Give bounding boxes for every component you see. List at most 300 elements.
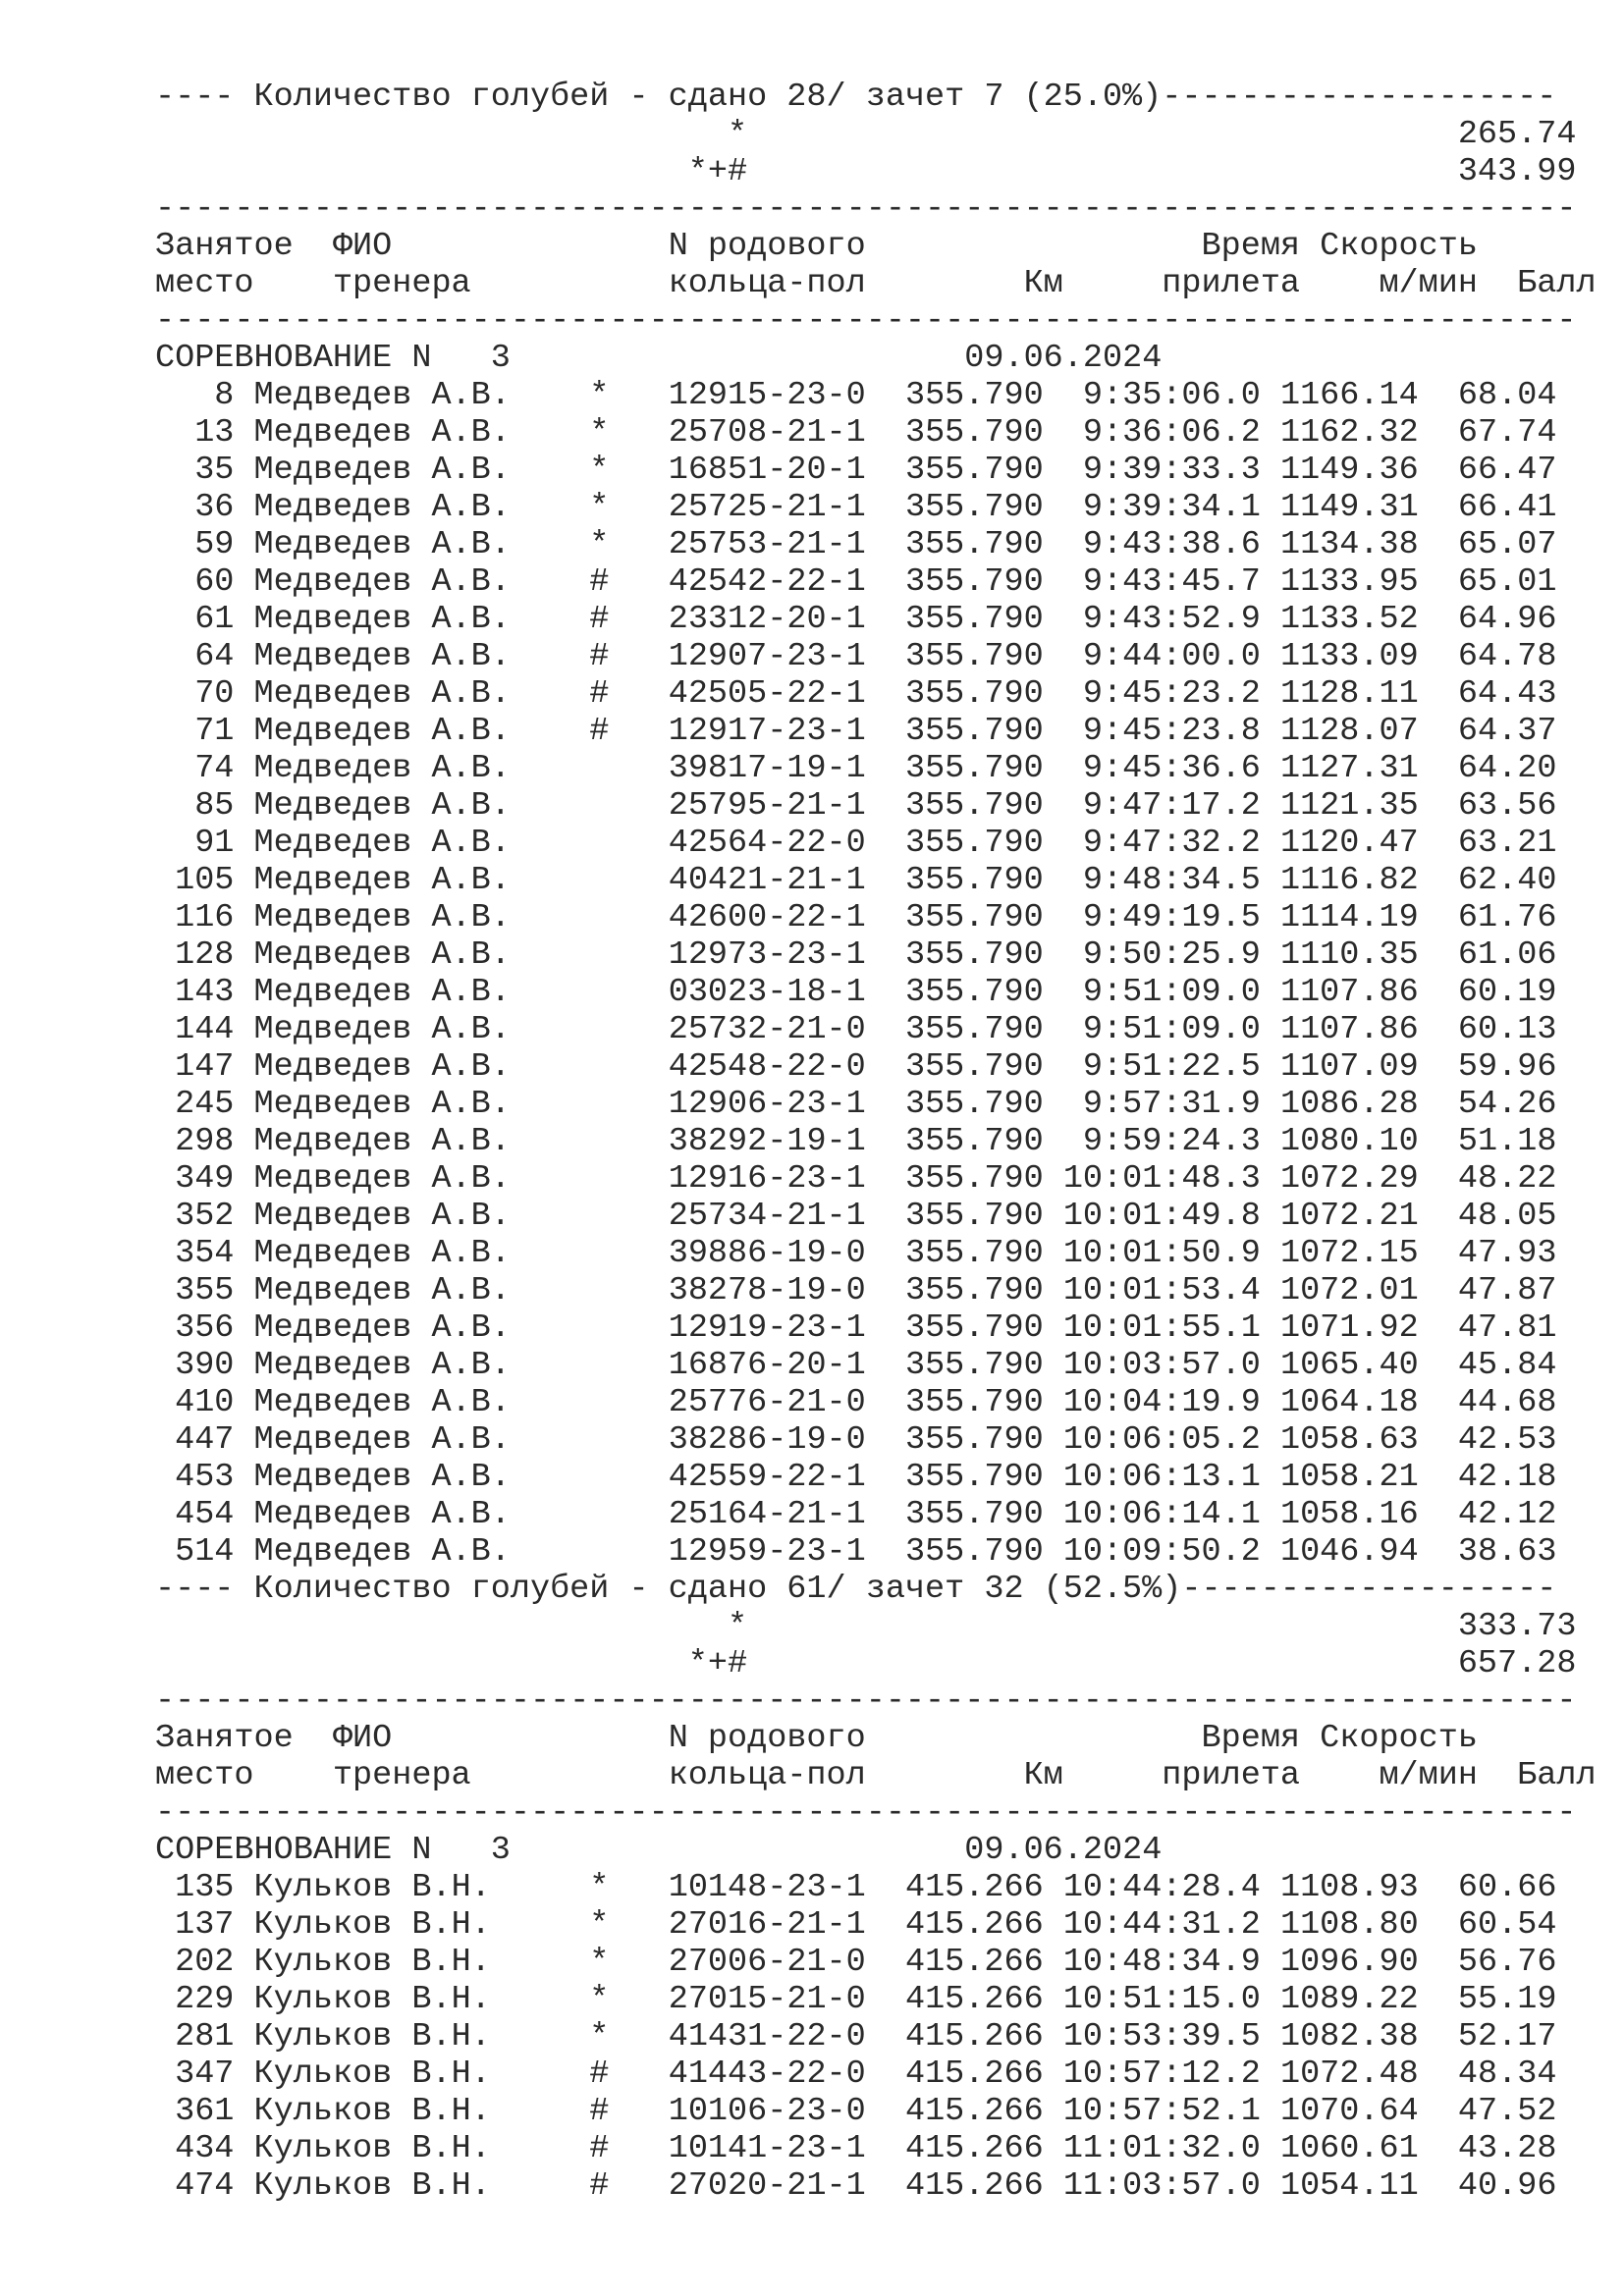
points: 48.22 — [1437, 1160, 1557, 1198]
place: 74 — [155, 750, 235, 787]
mark — [589, 787, 609, 825]
arrival-time: 10:04:19.9 — [1062, 1384, 1261, 1421]
speed: 1116.82 — [1279, 862, 1419, 899]
header-speed: м/мин — [1320, 1757, 1478, 1794]
speed: 1072.29 — [1279, 1160, 1419, 1198]
speed: 1096.90 — [1279, 1944, 1419, 1981]
place: 390 — [155, 1347, 235, 1384]
ring-number: 25725-21-1 — [668, 489, 866, 526]
distance-km: 355.790 — [885, 489, 1044, 526]
ring-number: 23312-20-1 — [668, 601, 866, 638]
ring-number: 25734-21-1 — [668, 1198, 866, 1235]
header-km: Км — [904, 1757, 1063, 1794]
mark: * — [589, 1906, 610, 1944]
table-row — [155, 414, 1597, 452]
ring-number: 42564-22-0 — [668, 825, 866, 862]
trainer-name: Медведев А.В. — [253, 825, 570, 862]
competition-label: СОРЕВНОВАНИЕ N — [155, 340, 432, 377]
speed: 1089.22 — [1279, 1981, 1419, 2018]
table-row — [155, 750, 1597, 787]
trainer-name: Кульков В.Н. — [253, 2130, 570, 2167]
arrival-time: 9:51:22.5 — [1062, 1048, 1261, 1086]
trainer-name: Медведев А.В. — [253, 1496, 570, 1533]
speed: 1107.09 — [1279, 1048, 1419, 1086]
table-row — [155, 974, 1597, 1011]
speed: 1133.09 — [1279, 638, 1419, 675]
ring-number: 40421-21-1 — [668, 862, 866, 899]
mark — [589, 1533, 609, 1571]
place: 410 — [155, 1384, 235, 1421]
arrival-time: 10:44:28.4 — [1062, 1869, 1261, 1906]
summary-value: 343.99 — [1457, 153, 1577, 190]
arrival-time: 10:57:52.1 — [1062, 2093, 1261, 2130]
place: 447 — [155, 1421, 235, 1459]
speed: 1046.94 — [1279, 1533, 1419, 1571]
place: 85 — [155, 787, 235, 825]
speed: 1054.11 — [1279, 2167, 1419, 2205]
points: 54.26 — [1437, 1086, 1557, 1123]
table-row — [155, 1309, 1597, 1347]
table-row — [155, 1459, 1597, 1496]
trainer-name: Медведев А.В. — [253, 1086, 570, 1123]
table-row — [155, 1048, 1597, 1086]
distance-km: 355.790 — [885, 1011, 1044, 1048]
mark — [589, 1421, 609, 1459]
speed: 1149.36 — [1279, 452, 1419, 489]
table-row — [155, 936, 1597, 974]
place: 281 — [155, 2018, 235, 2056]
place: 35 — [155, 452, 235, 489]
mark — [589, 1198, 609, 1235]
header-ring: кольца-пол — [668, 265, 886, 302]
table-row — [155, 1384, 1597, 1421]
arrival-time: 9:51:09.0 — [1062, 1011, 1261, 1048]
speed: 1058.63 — [1279, 1421, 1419, 1459]
summary-row — [155, 1645, 1597, 1682]
trainer-name: Медведев А.В. — [253, 862, 570, 899]
table-row — [155, 1086, 1597, 1123]
distance-km: 355.790 — [885, 862, 1044, 899]
arrival-time: 10:01:50.9 — [1062, 1235, 1261, 1272]
distance-km: 415.266 — [885, 2093, 1044, 2130]
speed: 1086.28 — [1279, 1086, 1419, 1123]
place: 71 — [155, 713, 235, 750]
mark: # — [589, 2056, 610, 2093]
place: 147 — [155, 1048, 235, 1086]
distance-km: 355.790 — [885, 1459, 1044, 1496]
points: 47.93 — [1437, 1235, 1557, 1272]
table-row — [155, 1160, 1597, 1198]
ring-number: 12906-23-1 — [668, 1086, 866, 1123]
table-row — [155, 1869, 1597, 1906]
place: 352 — [155, 1198, 235, 1235]
speed: 1114.19 — [1279, 899, 1419, 936]
arrival-time: 10:09:50.2 — [1062, 1533, 1261, 1571]
points: 60.54 — [1437, 1906, 1557, 1944]
place: 229 — [155, 1981, 235, 2018]
points: 64.20 — [1437, 750, 1557, 787]
summary-value: 657.28 — [1457, 1645, 1577, 1682]
place: 354 — [155, 1235, 235, 1272]
separator-line: ------------------------------------------------------------------------ — [155, 1682, 1577, 1720]
place: 454 — [155, 1496, 235, 1533]
ring-number: 12919-23-1 — [668, 1309, 866, 1347]
points: 60.19 — [1437, 974, 1557, 1011]
mark: * — [589, 2018, 610, 2056]
distance-km: 415.266 — [885, 1869, 1044, 1906]
points: 38.63 — [1437, 1533, 1557, 1571]
header-km: Км — [904, 265, 1063, 302]
mark — [589, 899, 609, 936]
mark — [589, 1459, 609, 1496]
points: 42.18 — [1437, 1459, 1557, 1496]
table-row — [155, 1347, 1597, 1384]
speed: 1149.31 — [1279, 489, 1419, 526]
header-name: ФИО — [332, 1720, 649, 1757]
summary-value: 333.73 — [1457, 1608, 1577, 1645]
arrival-time: 10:01:53.4 — [1062, 1272, 1261, 1309]
table-row — [155, 862, 1597, 899]
distance-km: 415.266 — [885, 1981, 1044, 2018]
trainer-name: Медведев А.В. — [253, 1384, 570, 1421]
pigeon-count-line — [155, 79, 1597, 116]
speed: 1134.38 — [1279, 526, 1419, 563]
ring-number: 25732-21-0 — [668, 1011, 866, 1048]
points: 64.37 — [1437, 713, 1557, 750]
speed: 1072.01 — [1279, 1272, 1419, 1309]
table-row — [155, 2093, 1597, 2130]
trainer-name: Медведев А.В. — [253, 414, 570, 452]
ring-number: 12959-23-1 — [668, 1533, 866, 1571]
mark: # — [589, 2130, 610, 2167]
points: 59.96 — [1437, 1048, 1557, 1086]
place: 13 — [155, 414, 235, 452]
distance-km: 415.266 — [885, 2130, 1044, 2167]
ring-number: 41443-22-0 — [668, 2056, 866, 2093]
table-header-row — [155, 228, 1597, 265]
place: 59 — [155, 526, 235, 563]
mark: # — [589, 675, 610, 713]
header-name: тренера — [332, 1757, 649, 1794]
distance-km: 355.790 — [885, 563, 1044, 601]
header-place: Занятое — [155, 228, 313, 265]
table-header-row — [155, 1720, 1597, 1757]
table-row — [155, 1123, 1597, 1160]
table-row — [155, 489, 1597, 526]
mark: * — [589, 452, 610, 489]
trainer-name: Медведев А.В. — [253, 526, 570, 563]
table-row — [155, 1235, 1597, 1272]
ring-number: 27016-21-1 — [668, 1906, 866, 1944]
trainer-name: Медведев А.В. — [253, 1160, 570, 1198]
place: 474 — [155, 2167, 235, 2205]
points: 60.66 — [1437, 1869, 1557, 1906]
distance-km: 415.266 — [885, 2167, 1044, 2205]
header-points: Балл — [1497, 265, 1597, 302]
place: 361 — [155, 2093, 235, 2130]
trainer-name: Медведев А.В. — [253, 713, 570, 750]
mark — [589, 1496, 609, 1533]
arrival-time: 9:45:23.8 — [1062, 713, 1261, 750]
table-row — [155, 787, 1597, 825]
arrival-time: 10:01:48.3 — [1062, 1160, 1261, 1198]
mark: * — [589, 1869, 610, 1906]
distance-km: 355.790 — [885, 750, 1044, 787]
trainer-name: Медведев А.В. — [253, 377, 570, 414]
distance-km: 415.266 — [885, 1944, 1044, 1981]
ring-number: 27020-21-1 — [668, 2167, 866, 2205]
distance-km: 355.790 — [885, 1235, 1044, 1272]
ring-number: 25795-21-1 — [668, 787, 866, 825]
place: 434 — [155, 2130, 235, 2167]
trainer-name: Медведев А.В. — [253, 1459, 570, 1496]
place: 347 — [155, 2056, 235, 2093]
arrival-time: 9:36:06.2 — [1062, 414, 1261, 452]
trainer-name: Медведев А.В. — [253, 1123, 570, 1160]
header-name: тренера — [332, 265, 649, 302]
arrival-time: 9:39:34.1 — [1062, 489, 1261, 526]
mark — [589, 1347, 609, 1384]
place: 298 — [155, 1123, 235, 1160]
trainer-name: Медведев А.В. — [253, 787, 570, 825]
speed: 1107.86 — [1279, 974, 1419, 1011]
points: 68.04 — [1437, 377, 1557, 414]
points: 47.81 — [1437, 1309, 1557, 1347]
ring-number: 41431-22-0 — [668, 2018, 866, 2056]
arrival-time: 9:45:23.2 — [1062, 675, 1261, 713]
mark — [589, 1160, 609, 1198]
points: 42.12 — [1437, 1496, 1557, 1533]
points: 67.74 — [1437, 414, 1557, 452]
trainer-name: Медведев А.В. — [253, 1347, 570, 1384]
speed: 1064.18 — [1279, 1384, 1419, 1421]
table-row — [155, 899, 1597, 936]
place: 202 — [155, 1944, 235, 1981]
table-row — [155, 2130, 1597, 2167]
mark: # — [589, 638, 610, 675]
table-row — [155, 1944, 1597, 1981]
speed: 1072.21 — [1279, 1198, 1419, 1235]
distance-km: 355.790 — [885, 601, 1044, 638]
distance-km: 355.790 — [885, 1421, 1044, 1459]
summary-marker: * — [155, 116, 748, 153]
points: 64.43 — [1437, 675, 1557, 713]
table-row — [155, 713, 1597, 750]
trainer-name: Медведев А.В. — [253, 1048, 570, 1086]
speed: 1127.31 — [1279, 750, 1419, 787]
arrival-time: 10:53:39.5 — [1062, 2018, 1261, 2056]
distance-km: 415.266 — [885, 2018, 1044, 2056]
trainer-name: Медведев А.В. — [253, 936, 570, 974]
points: 64.78 — [1437, 638, 1557, 675]
table-row — [155, 1533, 1597, 1571]
header-km — [905, 1720, 1063, 1757]
arrival-time: 10:03:57.0 — [1062, 1347, 1261, 1384]
results-printout — [155, 79, 1597, 2205]
table-row — [155, 675, 1597, 713]
arrival-time: 9:43:52.9 — [1062, 601, 1261, 638]
ring-number: 10141-23-1 — [668, 2130, 866, 2167]
ring-number: 25708-21-1 — [668, 414, 866, 452]
distance-km: 355.790 — [885, 825, 1044, 862]
arrival-time: 10:06:14.1 — [1062, 1496, 1261, 1533]
place: 128 — [155, 936, 235, 974]
header-km — [905, 228, 1063, 265]
arrival-time: 11:03:57.0 — [1062, 2167, 1261, 2205]
separator-line: ------------------------------------------------------------------------ — [155, 1794, 1577, 1832]
ring-number: 12973-23-1 — [668, 936, 866, 974]
speed: 1128.07 — [1279, 713, 1419, 750]
table-row — [155, 1906, 1597, 1944]
table-header-row — [155, 1757, 1597, 1794]
ring-number: 25776-21-0 — [668, 1384, 866, 1421]
arrival-time: 9:50:25.9 — [1062, 936, 1261, 974]
arrival-time: 10:01:49.8 — [1062, 1198, 1261, 1235]
header-place: место — [155, 265, 313, 302]
speed: 1072.48 — [1279, 2056, 1419, 2093]
points: 52.17 — [1437, 2018, 1557, 2056]
header-name: ФИО — [332, 228, 649, 265]
arrival-time: 10:44:31.2 — [1062, 1906, 1261, 1944]
points: 56.76 — [1437, 1944, 1557, 1981]
points: 55.19 — [1437, 1981, 1557, 2018]
distance-km: 355.790 — [885, 526, 1044, 563]
summary-value: 265.74 — [1457, 116, 1577, 153]
ring-number: 10148-23-1 — [668, 1869, 866, 1906]
arrival-time: 9:49:19.5 — [1062, 899, 1261, 936]
header-points: Балл — [1497, 1757, 1597, 1794]
pigeon-count-line — [155, 1571, 1597, 1608]
summary-row — [155, 116, 1597, 153]
arrival-time: 10:51:15.0 — [1062, 1981, 1261, 2018]
trainer-name: Кульков В.Н. — [253, 2093, 570, 2130]
arrival-time: 9:35:06.0 — [1062, 377, 1261, 414]
distance-km: 355.790 — [885, 1198, 1044, 1235]
speed: 1058.21 — [1279, 1459, 1419, 1496]
mark — [589, 936, 609, 974]
speed: 1082.38 — [1279, 2018, 1419, 2056]
competition-line — [155, 1832, 1597, 1869]
mark — [589, 1048, 609, 1086]
table-row — [155, 1011, 1597, 1048]
points: 51.18 — [1437, 1123, 1557, 1160]
ring-number: 16851-20-1 — [668, 452, 866, 489]
speed: 1108.93 — [1279, 1869, 1419, 1906]
speed: 1080.10 — [1279, 1123, 1419, 1160]
speed: 1107.86 — [1279, 1011, 1419, 1048]
ring-number: 12907-23-1 — [668, 638, 866, 675]
header-points — [1497, 1720, 1597, 1757]
trainer-name: Кульков В.Н. — [253, 2167, 570, 2205]
distance-km: 355.790 — [885, 1048, 1044, 1086]
header-time: прилета — [1082, 1757, 1301, 1794]
speed: 1166.14 — [1279, 377, 1419, 414]
trainer-name: Кульков В.Н. — [253, 2018, 570, 2056]
place: 144 — [155, 1011, 235, 1048]
speed: 1110.35 — [1279, 936, 1419, 974]
summary-row — [155, 153, 1597, 190]
distance-km: 415.266 — [885, 1906, 1044, 1944]
mark: * — [589, 1981, 610, 2018]
points: 42.53 — [1437, 1421, 1557, 1459]
arrival-time: 10:48:34.9 — [1062, 1944, 1261, 1981]
mark — [589, 974, 609, 1011]
distance-km: 355.790 — [885, 1347, 1044, 1384]
speed: 1065.40 — [1279, 1347, 1419, 1384]
place: 137 — [155, 1906, 235, 1944]
mark: * — [589, 1944, 610, 1981]
mark: * — [589, 526, 610, 563]
trainer-name: Медведев А.В. — [253, 1235, 570, 1272]
arrival-time: 10:06:05.2 — [1062, 1421, 1261, 1459]
summary-row — [155, 1608, 1597, 1645]
arrival-time: 11:01:32.0 — [1062, 2130, 1261, 2167]
ring-number: 42542-22-1 — [668, 563, 866, 601]
table-row — [155, 526, 1597, 563]
arrival-time: 9:47:32.2 — [1062, 825, 1261, 862]
table-header-row — [155, 265, 1597, 302]
distance-km: 355.790 — [885, 1272, 1044, 1309]
place: 143 — [155, 974, 235, 1011]
separator-line: ------------------------------------------------------------------------ — [155, 302, 1577, 340]
summary-marker: *+# — [155, 1645, 748, 1682]
ring-number: 25753-21-1 — [668, 526, 866, 563]
arrival-time: 10:57:12.2 — [1062, 2056, 1261, 2093]
table-row — [155, 1496, 1597, 1533]
ring-number: 38292-19-1 — [668, 1123, 866, 1160]
arrival-time: 9:47:17.2 — [1062, 787, 1261, 825]
distance-km: 355.790 — [885, 787, 1044, 825]
table-row — [155, 825, 1597, 862]
ring-number: 27015-21-0 — [668, 1981, 866, 2018]
ring-number: 16876-20-1 — [668, 1347, 866, 1384]
mark — [589, 1235, 609, 1272]
speed: 1108.80 — [1279, 1906, 1419, 1944]
arrival-time: 9:44:00.0 — [1062, 638, 1261, 675]
mark — [589, 750, 609, 787]
mark: # — [589, 601, 610, 638]
header-time: прилета — [1082, 265, 1301, 302]
competition-number: 3 — [451, 1832, 511, 1869]
distance-km: 355.790 — [885, 638, 1044, 675]
points: 44.68 — [1437, 1384, 1557, 1421]
competition-date: 09.06.2024 — [964, 340, 1163, 377]
trainer-name: Медведев А.В. — [253, 452, 570, 489]
table-row — [155, 638, 1597, 675]
place: 61 — [155, 601, 235, 638]
ring-number: 42600-22-1 — [668, 899, 866, 936]
speed: 1133.95 — [1279, 563, 1419, 601]
points: 65.07 — [1437, 526, 1557, 563]
speed: 1070.64 — [1279, 2093, 1419, 2130]
arrival-time: 9:51:09.0 — [1062, 974, 1261, 1011]
place: 116 — [155, 899, 235, 936]
header-speed: Скорость — [1320, 1720, 1478, 1757]
trainer-name: Кульков В.Н. — [253, 1906, 570, 1944]
points: 66.41 — [1437, 489, 1557, 526]
distance-km: 415.266 — [885, 2056, 1044, 2093]
table-row — [155, 2018, 1597, 2056]
arrival-time: 9:57:31.9 — [1062, 1086, 1261, 1123]
distance-km: 355.790 — [885, 974, 1044, 1011]
ring-number: 42559-22-1 — [668, 1459, 866, 1496]
trainer-name: Медведев А.В. — [253, 1421, 570, 1459]
points: 60.13 — [1437, 1011, 1557, 1048]
place: 453 — [155, 1459, 235, 1496]
mark — [589, 1309, 609, 1347]
arrival-time: 9:39:33.3 — [1062, 452, 1261, 489]
speed: 1058.16 — [1279, 1496, 1419, 1533]
